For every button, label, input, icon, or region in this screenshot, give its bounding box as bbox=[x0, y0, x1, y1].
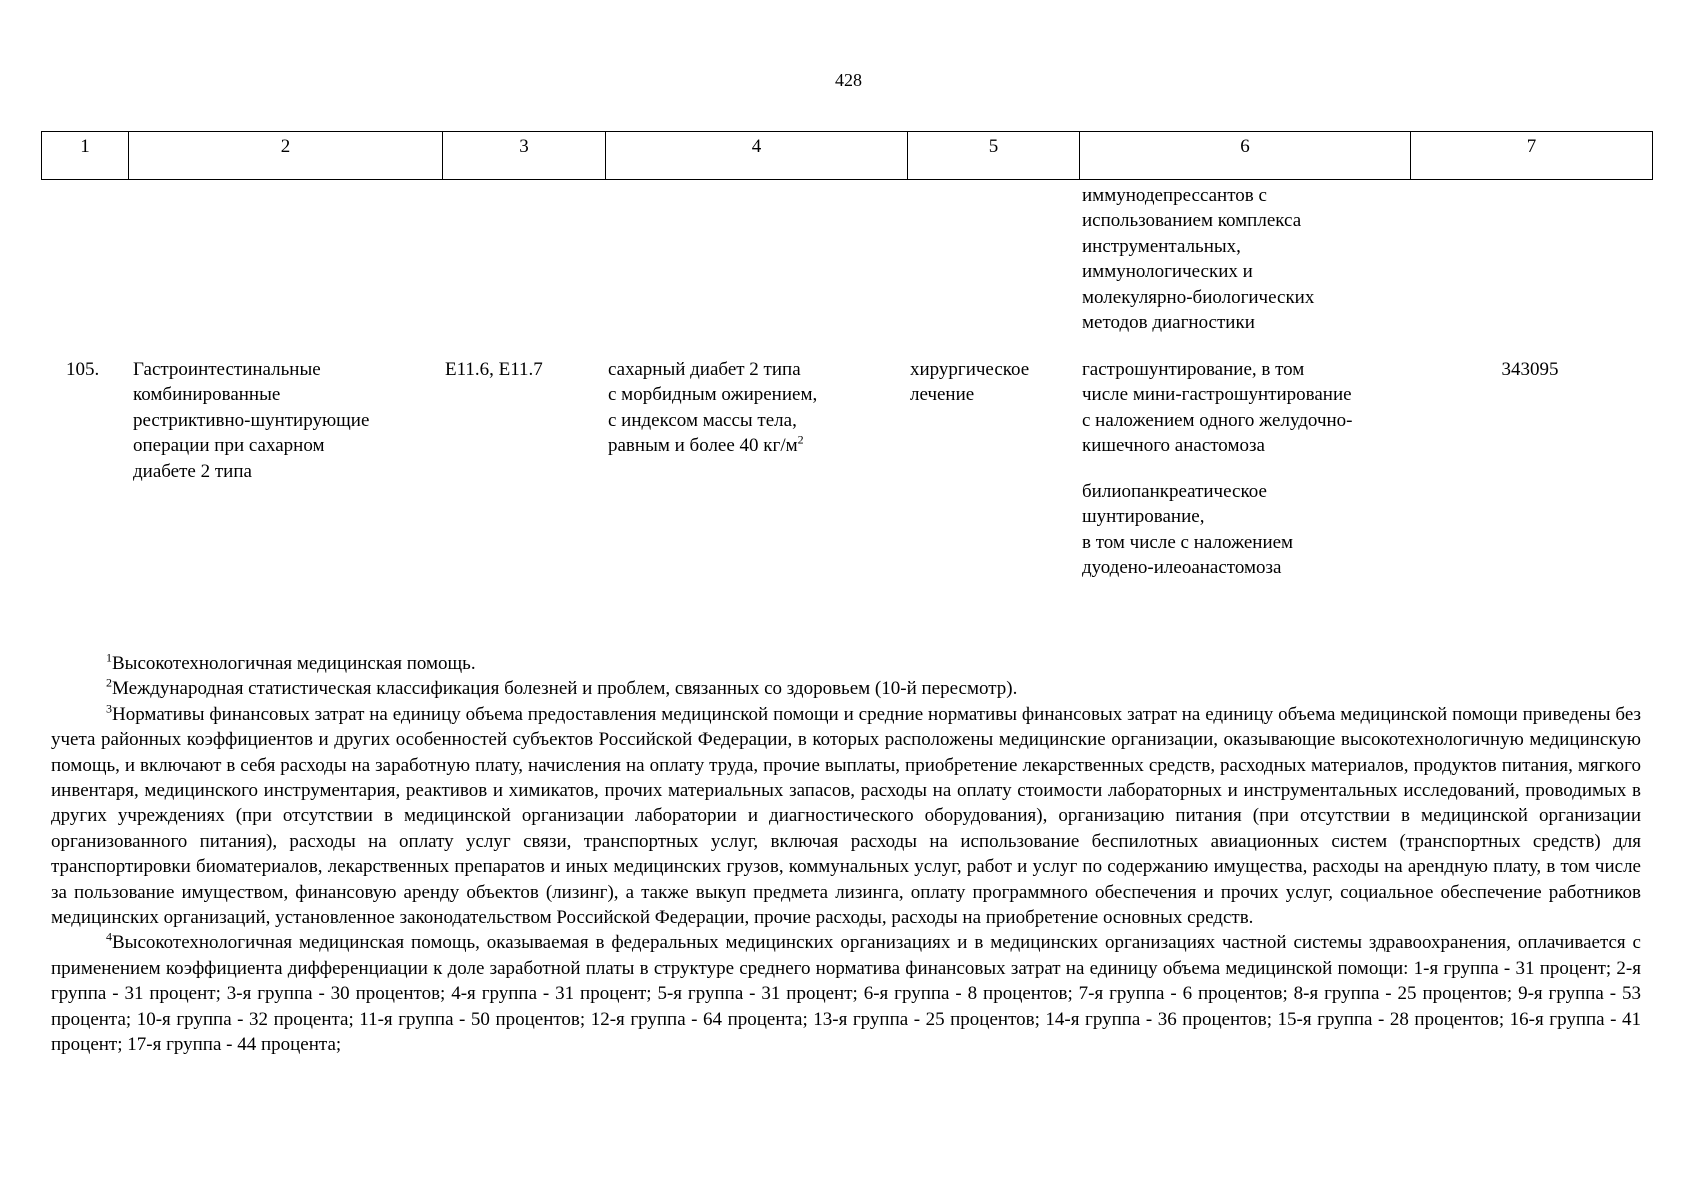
footnote-mark: 4 bbox=[106, 930, 112, 945]
patient-model bbox=[608, 357, 908, 459]
footnote-4 bbox=[51, 930, 1641, 1057]
footnote-text: Высокотехнологичная медицинская помощь, оказываемая в федеральных медицинских организациях и в медицинских организациях частной системы здравоохранения, оплачивается с применением коэффициента дифференциации к доле заработной платы в структуре среднего норматива финансовых затрат на единицу объема медицинской помощи: 1-я группа - 31 процент; 2-я группа - 31 процент; 3-я группа - 30 процентов; 4-я группа - 31 процент; 5-я группа - 31 процент; 6-я группа - 8 процентов; 7-я группа - 6 процентов; 8-я группа - 25 процентов; 9-я группа - 53 процента; 10-я группа - 32 процента; 11-я группа - 50 процентов; 12-я группа - 64 процента; 13-я группа - 25 процентов; 14-я группа - 36 процентов; 15-я группа - 28 процентов; 16-я группа - 41 процент; 17-я группа - 44 процента; bbox=[51, 932, 1641, 1056]
footnote-text: Международная статистическая классификация болезней и проблем, связанных со здоровьем (10-й пересмотр). bbox=[112, 678, 1018, 700]
footnotes bbox=[51, 651, 1641, 1058]
footnote-3 bbox=[51, 702, 1641, 931]
header-cell-2: 2 bbox=[129, 132, 443, 180]
icd-codes: E11.6, E11.7 bbox=[445, 359, 543, 380]
header-cell-6: 6 bbox=[1080, 132, 1411, 180]
header-cell-7: 7 bbox=[1411, 132, 1653, 180]
continued-method-text: иммунодепрессантов с использованием комплекса инструментальных, иммунологических и молекулярно-биологических методов диагностики bbox=[1082, 185, 1315, 334]
footnote-2 bbox=[51, 676, 1641, 701]
procedure-group-name: Гастроинтестинальные комбинированные рестриктивно-шунтирующие операции при сахарном диабете 2 типа bbox=[133, 359, 370, 482]
treatment-method-1: гастрошунтирование, в том числе мини-гастрошунтирование с наложением одного желудочно- кишечного анастомоза bbox=[1082, 359, 1353, 457]
footnote-mark: 1 bbox=[106, 650, 112, 665]
treatment-type: хирургическое лечение bbox=[910, 359, 1030, 406]
header-cell-3: 3 bbox=[443, 132, 606, 180]
header-cell-1: 1 bbox=[42, 132, 129, 180]
column-number-header bbox=[41, 131, 1653, 180]
header-row bbox=[42, 132, 1653, 180]
row-number: 105. bbox=[66, 359, 100, 380]
footnote-text: Высокотехнологичная медицинская помощь. bbox=[112, 653, 476, 674]
header-cell-4: 4 bbox=[606, 132, 908, 180]
cost-standard: 343095 bbox=[1501, 359, 1559, 380]
footnote-1 bbox=[51, 651, 1641, 676]
footnote-text: Нормативы финансовых затрат на единицу объема предоставления медицинской помощи и средние нормативы финансовых затрат на единицу объема медицинской помощи приведены без учета районных коэффициентов и других особенностей субъектов Российской Федерации, в которых расположены медицинские организации, оказывающие высокотехнологичную медицинскую помощь, и включают в себя расходы на заработную плату, начисления на оплату труда, прочие выплаты, приобретение лекарственных средств, расходных материалов, продуктов питания, мягкого инвентаря, медицинского инструментария, реактивов и химикатов, прочих материальных запасов, расходы на оплату стоимости лабораторных и инструментальных исследований, проводимых в других учреждениях (при отсутствии в медицинской организации лаборатории и диагностического оборудования), организацию питания (при отсутствии в медицинской организации организованного питания), расходы на оплату услуг связи, транспортных услуг, включая расходы на использование беспилотных авиационных систем (транспортных средств) для транспортировки биоматериалов, лекарственных препаратов и иных медицинских грузов, коммунальных услуг, работ и услуг по содержанию имущества, расходы на арендную плату, в том числе за пользование имуществом, финансовую аренду объектов (лизинг), а также выкуп предмета лизинга, оплату программного обеспечения и прочих услуг, социальное обеспечение работников медицинских организаций, установленное законодательством Российской Федерации, прочие расходы, расходы на приобретение основных средств. bbox=[51, 703, 1641, 929]
footnote-mark: 3 bbox=[106, 701, 112, 716]
treatment-method-2: билиопанкреатическое шунтирование, в том числе с наложением дуодено-илеоанастомоза bbox=[1082, 481, 1294, 579]
squared-superscript: 2 bbox=[797, 432, 804, 447]
footnote-mark: 2 bbox=[106, 676, 112, 691]
header-cell-5: 5 bbox=[908, 132, 1080, 180]
page-number: 428 bbox=[835, 70, 862, 90]
patient-model-text: сахарный диабет 2 типа с морбидным ожирением, с индексом массы тела, равным и более 40 кг/м bbox=[608, 359, 818, 457]
